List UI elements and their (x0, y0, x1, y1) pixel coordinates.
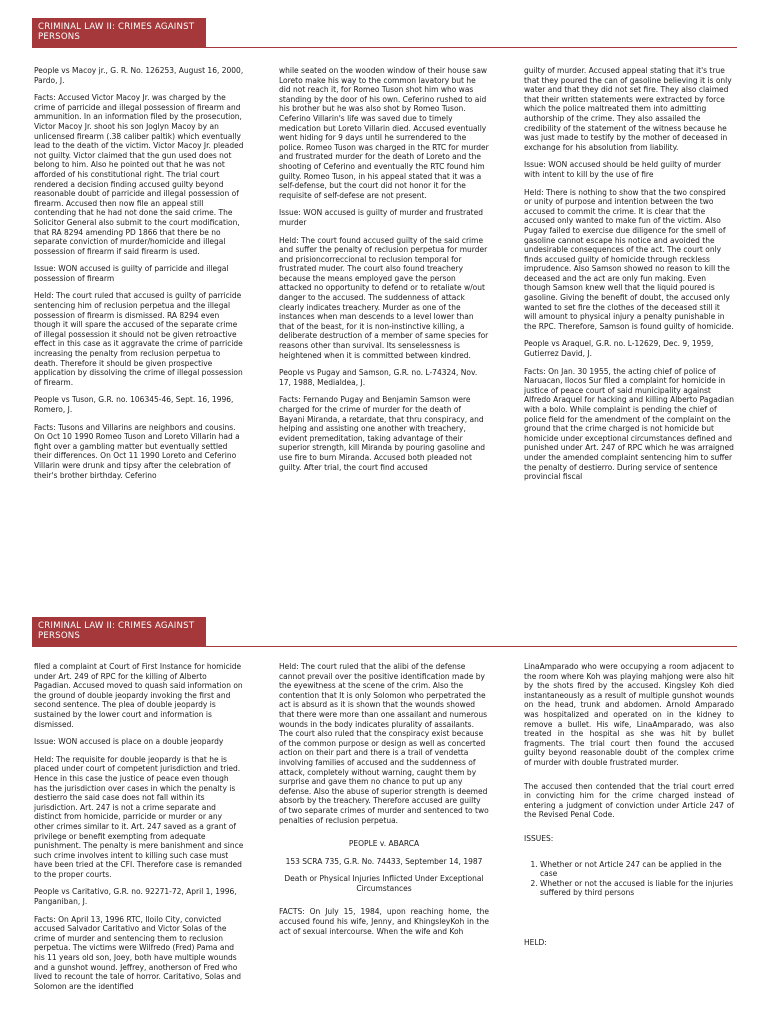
section-heading: ISSUES: (524, 833, 554, 843)
paragraph: Held: The requisite for double jeopardy is that he is placed under court of competent jurisdiction and tried. Hence in this case the justice of peace even though has the jurisdiction over cases in which the penalty is destierro the said case does not fall within its jurisdiction. Art. 247 is not a crime separate and distinct from homicide, parricide or murder or any other crimes similar to it. Art. 247 saved as a grant of privilege or benefit exempting from adequate punishment. The penalty is mere banishment and since such crime involves intent to killing such case must have been tried at the CFI. Therefore case is remanded to the proper courts. (34, 754, 244, 879)
column-2 (279, 662, 489, 1022)
column-3 (524, 662, 734, 1022)
page-header: CRIMINAL LAW II: CRIMES AGAINST PERSONS (32, 617, 206, 647)
paragraph: Held: The court found accused guilty of the said crime and suffer the penalty of reclusion perpetua for murder and prisioncorreccional to reclusion temporal for frustrated muder. The court also found treachery because the means employed gave the person attacked no opportunity to defend or to retaliate w/out danger to the accused. The suddenness of attack clearly indicates treachery. Murder as one of the instances when man descends to a level lower than that of the beast, for it is non-instinctive killing, a deliberate destruction of a member of same species for reasons other than survival. Its senselessness is heightened when it is committed between kindred. (279, 235, 489, 360)
paragraph: Facts: Fernando Pugay and Benjamin Samson were charged for the crime of murder for the death of Bayani Miranda, a retardate, that thru conspiracy, and helping and assisting one another with treachery, evident premeditation, taking advantage of their superior strength, kill Miranda by pouring gasoline and use fire to burn Miranda. Accused both pleaded not guilty. After trial, the court find accused (279, 395, 485, 472)
case-title: People vs Tuson, G.R. no. 106345-46, Sept. 16, 1996, Romero, J. (34, 395, 234, 414)
issues-list (540, 860, 734, 898)
paragraph: Issue: WON accused is guilty of parricide and illegal possession of firearm (34, 264, 229, 283)
header-rule (206, 646, 737, 647)
list-item: 1. Whether or not Article 247 can be applied in the case (540, 860, 734, 879)
paragraph: Facts: On April 13, 1996 RTC, Iloilo City, convicted accused Salvador Caritativo and Victor Solas of the crime of murder and sentencing them to reclusion perpetua. The victims were Wilfredo (Fred) Pama and his 11 years old son, Joey, both have multiple wounds and a gunshot wound. Jeffrey, anotherson of Fred who lived to recount the tale of horror. Caritativo, Solas and Solomon are the identified (34, 914, 242, 991)
paragraph: Facts: On Jan. 30 1955, the acting chief of police of Naruacan, Ilocos Sur filed a complaint for homicide in justice of peace court of said municipality against Alfredo Araquel for hacking and killing Alberto Pagadian with a bolo. While complaint is pending the chief of police field for the amendment of the complaint on the ground that the crime charged is not homicide but homicide under exceptional circumstances defined and punished under Art. 247 of RPC which he was arraigned under the amended complaint sentencing him to suffer the penalty of destierro. During service of sentence provincial fiscal (524, 366, 735, 482)
paragraph: Issue: WON accused should be held guilty of murder with intent to kill by the use of fire (524, 160, 721, 179)
page-header: CRIMINAL LAW II: CRIMES AGAINST PERSONS (32, 18, 206, 48)
paragraph: guilty of murder. Accused appeal stating that it's true that they poured the can of gasoline believing it is only water and that they did not set fire. They also claimed that their written statements were extracted by force which the police maltreated them into admitting authorship of the crime. They also assailed the credibility of the statement of the witness because he was just made to testify by the mother of deceased in exchange for his absolution from liability. (524, 66, 732, 152)
column-2 (279, 66, 489, 536)
paragraph: Held: There is nothing to show that the two conspired or unity of purpose and intention between the two accused to commit the crime. It is clear that the accused only wanted to make fun of the victim. Also Pugay failed to exercise due diligence for the smell of gasoline cannot escape his notice and avoided the undesirable consequences of the act. The court only finds accused guilty of homicide through reckless imprudence. Also Samson showed no reason to kill the deceased and the act are only fun making. Even though Samson knew well that the liquid poured is gasoline. Giving the benefit of doubt, the accused only wanted to set fire the clothes of the deceased still it will amount to physical injury a penalty punishable in the RPC. Therefore, Samson is found guilty of homicide. (524, 187, 734, 331)
header-rule (206, 47, 737, 48)
case-title: People vs Araquel, G.R. no. L-12629, Dec. 9, 1959, Gutierrez David, J. (524, 339, 714, 359)
paragraph: filed a complaint at Court of First Instance for homicide under Art. 249 of RPC for the killing of Alberto Pagadian. Accused moved to quash said information on the ground of double jeopardy invoking the first and second sentence. The plea of double jeopardy is sustained by the lower court and information is dismissed. (34, 662, 243, 729)
case-title: PEOPLE v. ABARCA (348, 839, 420, 849)
section-heading: HELD: (524, 937, 547, 947)
case-topic: Death or Physical Injuries Inflicted Under Exceptional Circumstances (284, 874, 484, 893)
case-title: People vs Macoy jr., G. R. No. 126253, August 16, 2000, Pardo, J. (34, 66, 244, 85)
paragraph: FACTS: On July 15, 1984, upon reaching home, the accused found his wife, Jenny, and KhingsleyKoh in the act of sexual intercourse. When the wife and Koh (279, 907, 489, 936)
column-1 (34, 662, 244, 1022)
paragraph: Held: The court ruled that accused is guilty of parricide sentencing him of reclusion perpetua and the illegal possession of firearm is dismissed. RA 8294 even though it will spare the accused of the separate crime of illegal possession it should not be given retroactive effect in this case as it aggravate the crime of parricide increasing the penalty from reclusion perpetua to death. Therefore it should be given prospective application by dissolving the crime of illegal possession of firearm. (34, 291, 243, 387)
paragraph: Facts: Tusons and Villarins are neighbors and cousins. On Oct 10 1990 Romeo Tuson and Loreto Villarin had a fight over a gambling matter but eventually settled their differences. On Oct 11 1990 Loreto and Ceferino Villarin were drunk and tipsy after the celebration of their's brother birthday. Ceferino (34, 422, 240, 480)
column-1 (34, 66, 244, 506)
paragraph: Issue: WON accused is guilty of murder and frustrated murder (279, 208, 483, 227)
paragraph: Facts: Accused Victor Macoy Jr. was charged by the crime of parricide and illegal possession of firearm and ammunition. In an information filed by the prosecution, Victor Macoy Jr. shoot his son Joglyn Macoy by an unlicensed firearm (.38 caliber paltik) which eventually lead to the death of the victim. Victor Macoy Jr. pleaded not guilty. Victor claimed that the gun used does not belong to him. Also he pointed out that he was not afforded of his constitutional right. The trial court rendered a decision finding accused guilty beyond reasonable doubt of parricide and illegal possession of firearm. Accused then now file an appeal still contending that he had not done the said crime. The Solicitor General also submit to the court modification, that RA 8294 amending PD 1866 that there be no separate conviction of murder/homicide and illegal possession of firearm if said firearm is used. (34, 93, 244, 256)
case-citation: 153 SCRA 735, G.R. No. 74433, September 14, 1987 (285, 856, 483, 866)
paragraph: while seated on the wooden window of their house saw Loreto make his way to the common lavatory but he did not reach it, for Romeo Tuson shot him who was standing by the door of his own. Ceferino rushed to aid his brother but he was also shot by Romeo Tuson. Ceferino Villarin's life was saved due to timely medication but Loreto Villarin died. Accused eventually went hiding for 9 days until he surrendered to the police. Romeo Tuson was charged in the RTC for murder and frustrated murder for the death of Loreto and the shooting of Ceferino and eventually the RTC found him guilty. Romeo Tuson, in his appeal stated that it was a self-defense, but the court did not honor it for the requisite of self-defese are not present. (279, 66, 489, 200)
paragraph: Issue: WON accused is place on a double jeopardy (34, 737, 224, 747)
case-title: People vs Caritativo, G.R. no. 92271-72, April 1, 1996, Panganiban, J. (34, 887, 237, 907)
case-title: People vs Pugay and Samson, G.R. no. L-74324, Nov. 17, 1988, Medialdea, J. (279, 368, 478, 387)
paragraph: The accused then contended that the trial court erred in convicting him for the crime charged instead of entering a judgment of conviction under Article 247 of the Revised Penal Code. (524, 781, 734, 820)
paragraph: Held: The court ruled that the alibi of the defense cannot prevail over the positive identification made by the eyewitness at the scene of the crim. Also the contention that It is only Solomon who perpetrated the act is absurd as it is shown that the wounds showed that there were more than one assailant and numerous wounds in the body indicates plurality of assailants. The court also ruled that the conspiracy exist because of the common purpose or design as well as concerted action on their part and there is a trail of vendetta involving families of accused and the suddenness of attack, completely without warning, caught them by surprise and gave them no chance to put up any defense. Also the abuse of superior strength is deemed absorb by the treachery. Therefore accused are guilty of two separate crimes of murder and sentenced to two penalties of reclusion perpetua. (279, 662, 489, 825)
paragraph: LinaAmparado who were occupying a room adjacent to the room where Koh was playing mahjong were also hit by the shots fired by the accused. Kingsley Koh died instantaneously as a result of multiple gunshot wounds on the head, trunk and abdomen. Arnold Amparado was hospitalized and operated on in the kidney to remove a bullet. His wife, LinaAmparado, was also treated in the hospital as she was hit by bullet fragments. The trial court then found the accused guilty beyond reasonable doubt of the complex crime of murder with double frustrated murder. (524, 662, 734, 767)
list-item: 2. Whether or not the accused is liable for the injuries suffered by third persons (540, 879, 734, 898)
page-2-content (0, 512, 768, 1024)
column-3 (524, 66, 734, 536)
